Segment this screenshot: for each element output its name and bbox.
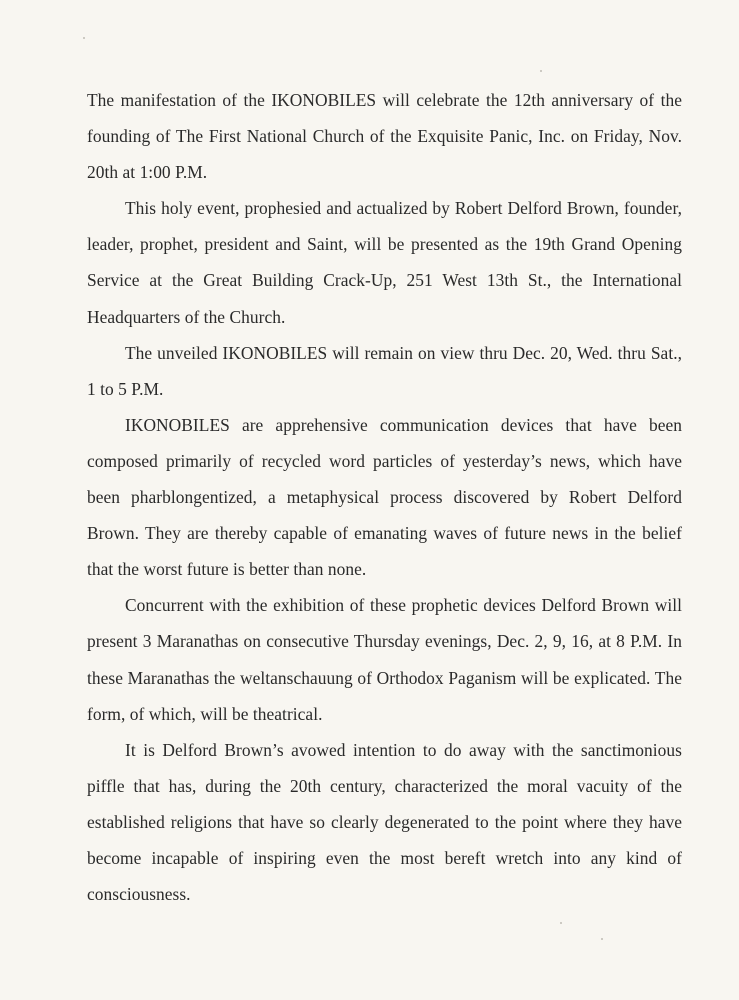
paragraph-holy-event: This holy event, prophesied and actualized by Robert Delford Brown, founder, leader, prophet, president and Saint, will be presented as the 19th Grand Opening Service at the Great Building Crack-Up, 251 West 13th St., the International Headquarters of the Church. [87,198,682,327]
paper-speck [560,922,562,924]
paper-speck [601,938,603,940]
paragraph-ikonobiles-definition: IKONOBILES are apprehensive communication devices that have been composed primarily of recycled word particles of yesterday’s news, which have been pharblongentized, a metaphysical process discovered by Robert Delford Brown. They are thereby capable of emanating waves of future news in the belief that the worst future is better than none. [87,414,682,580]
paper-speck [540,70,542,72]
paper-speck [83,37,85,39]
paragraph-announcement: The manifestation of the IKONOBILES will celebrate the 12th anniversary of the founding of The First National Church of the Exquisite Panic, Inc. on Friday, Nov. 20th at 1:00 P.M. [87,90,682,183]
paragraph-maranathas: Concurrent with the exhibition of these prophetic devices Delford Brown will present 3 Maranathas on consecutive Thursday evenings, Dec. 2, 9, 16, at 8 P.M. In these Maranathas the weltanschauung of Orthodox Paganism will be explicated. The form, of which, will be theatrical. [87,595,682,724]
paragraph-viewing-hours: The unveiled IKONOBILES will remain on view thru Dec. 20, Wed. thru Sat., 1 to 5 P.M. [87,342,682,399]
document-body [87,82,682,912]
paragraph-intention: It is Delford Brown’s avowed intention to do away with the sanctimonious piffle that has, during the 20th century, characterized the moral vacuity of the established religions that have so clearly degenerated to the point where they have become incapable of inspiring even the most bereft wretch into any kind of consciousness. [87,739,682,905]
